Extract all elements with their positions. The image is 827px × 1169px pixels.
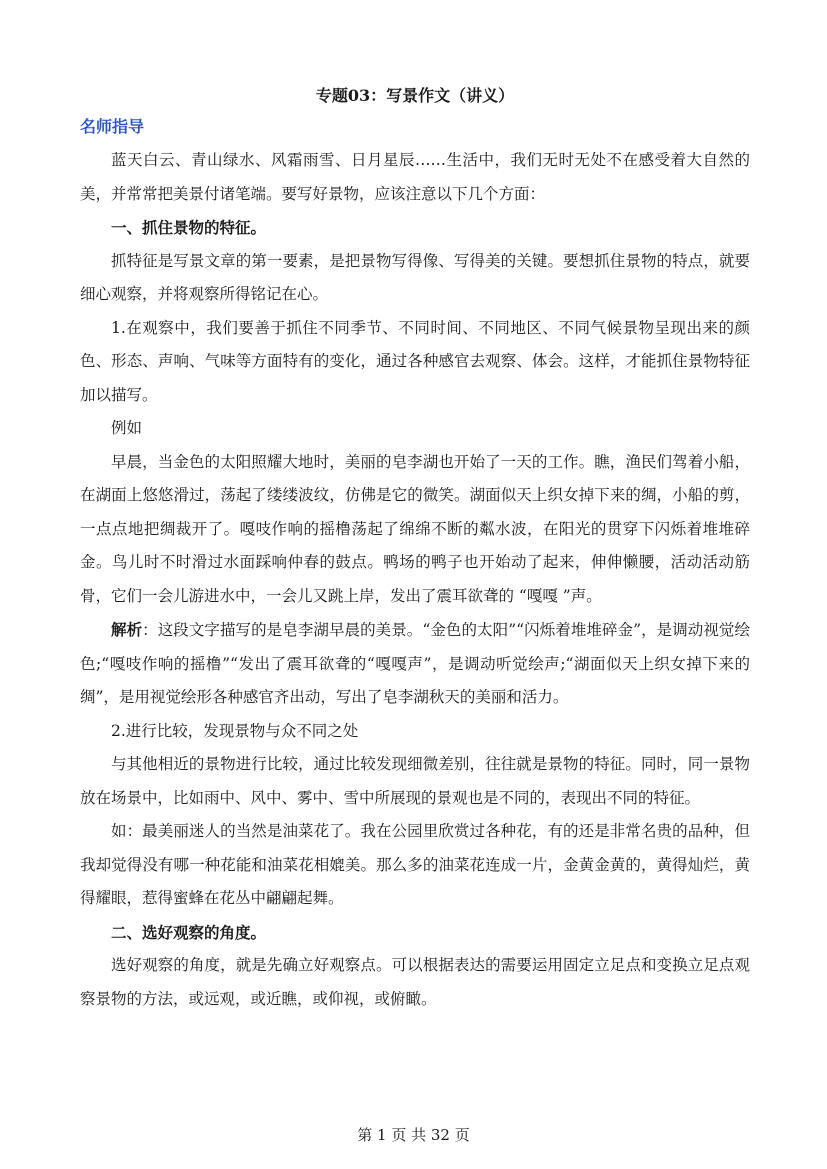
example-label: 例如	[111, 419, 143, 437]
paragraph-rapeseed-example: 如：最美丽迷人的当然是油菜花了。我在公园里欣赏过各种花，有的还是非常名贵的品种，但我却觉得没有哪一种花能和油菜花相媲美。那么多的油菜花连成一片，金黄金黄的，黄得灿烂，黄得耀眼，惹得蜜蜂在花丛中翩翩起舞。	[80, 822, 750, 907]
document-page	[80, 78, 750, 1016]
page-title: 专题03：写景作文（讲义）	[315, 86, 515, 105]
heading-two: 二、选好观察的角度。	[111, 922, 267, 942]
paragraph-compare: 与其他相近的景物进行比较，通过比较发现细微差别，往往就是景物的特征。同时，同一景物放在场景中，比如雨中、风中、雾中、雪中所展现的景观也是不同的，表现出不同的特征。	[80, 755, 750, 807]
paragraph-observation: 1.在观察中，我们要善于抓住不同季节、不同时间、不同地区、不同气候景物呈现出来的颜色、形态、声响、气味等方面特有的变化，通过各种感官去观察、体会。这样，才能抓住景物特征加以描写。	[80, 318, 750, 404]
paragraph-compare-heading: 2.进行比较，发现景物与众不同之处	[111, 721, 359, 740]
paragraph-viewpoint: 选好观察的角度，就是先确立好观察点。可以根据表达的需要运用固定立足点和变换立足点观察景物的方法，或远观，或近瞧，或仰视，或俯瞰。	[80, 956, 750, 1008]
heading-one: 一、抓住景物的特征。	[111, 218, 267, 237]
analysis-label: 解析	[111, 620, 143, 639]
intro-paragraph: 蓝天白云、青山绿水、风霜雨雪、日月星辰……生活中，我们无时无处不在感受着大自然的美，并常常把美景付诸笔端。要写好景物，应该注意以下几个方面：	[80, 151, 750, 203]
example-paragraph: 早晨，当金色的太阳照耀大地时，美丽的皂李湖也开始了一天的工作。瞧，渔民们驾着小船，在湖面上悠悠滑过，荡起了缕缕波纹，仿佛是它的微笑。湖面似天上织女掉下来的绸，小船的剪，一点点地把绸裁开了。嘎吱作响的摇橹荡起了绵绵不断的粼水波，在阳光的贯穿下闪烁着堆堆碎金。鸟儿时不时滑过水面踩响仲春的鼓点。鸭场的鸭子也开始动了起来，伸伸懒腰，活动活动筋骨，它们一会儿游进水中，一会儿又跳上岸，发出了震耳欲聋的 “嘎嘎 ”声。	[80, 452, 750, 605]
section-label: 名师指导	[80, 117, 145, 136]
analysis-text: ：这段文字描写的是皂李湖早晨的美景。“金色的太阳”“闪烁着堆堆碎金”，是调动视觉绘色;“嘎吱作响的摇橹”“发出了震耳欲聋的“嘎嘎声”，是调动听觉绘声;“湖面似天上织女掉下来的绸”，是用视觉绘形各种感官齐出动，写出了皂李湖秋天的美丽和活力。	[80, 621, 750, 706]
page-footer: 第 1 页 共 32 页	[357, 1126, 470, 1144]
analysis-paragraph	[80, 613, 750, 715]
paragraph-characteristics: 抓特征是写景文章的第一要素，是把景物写得像、写得美的关键。要想抓住景物的特点，就要细心观察，并将观察所得铭记在心。	[80, 251, 750, 303]
